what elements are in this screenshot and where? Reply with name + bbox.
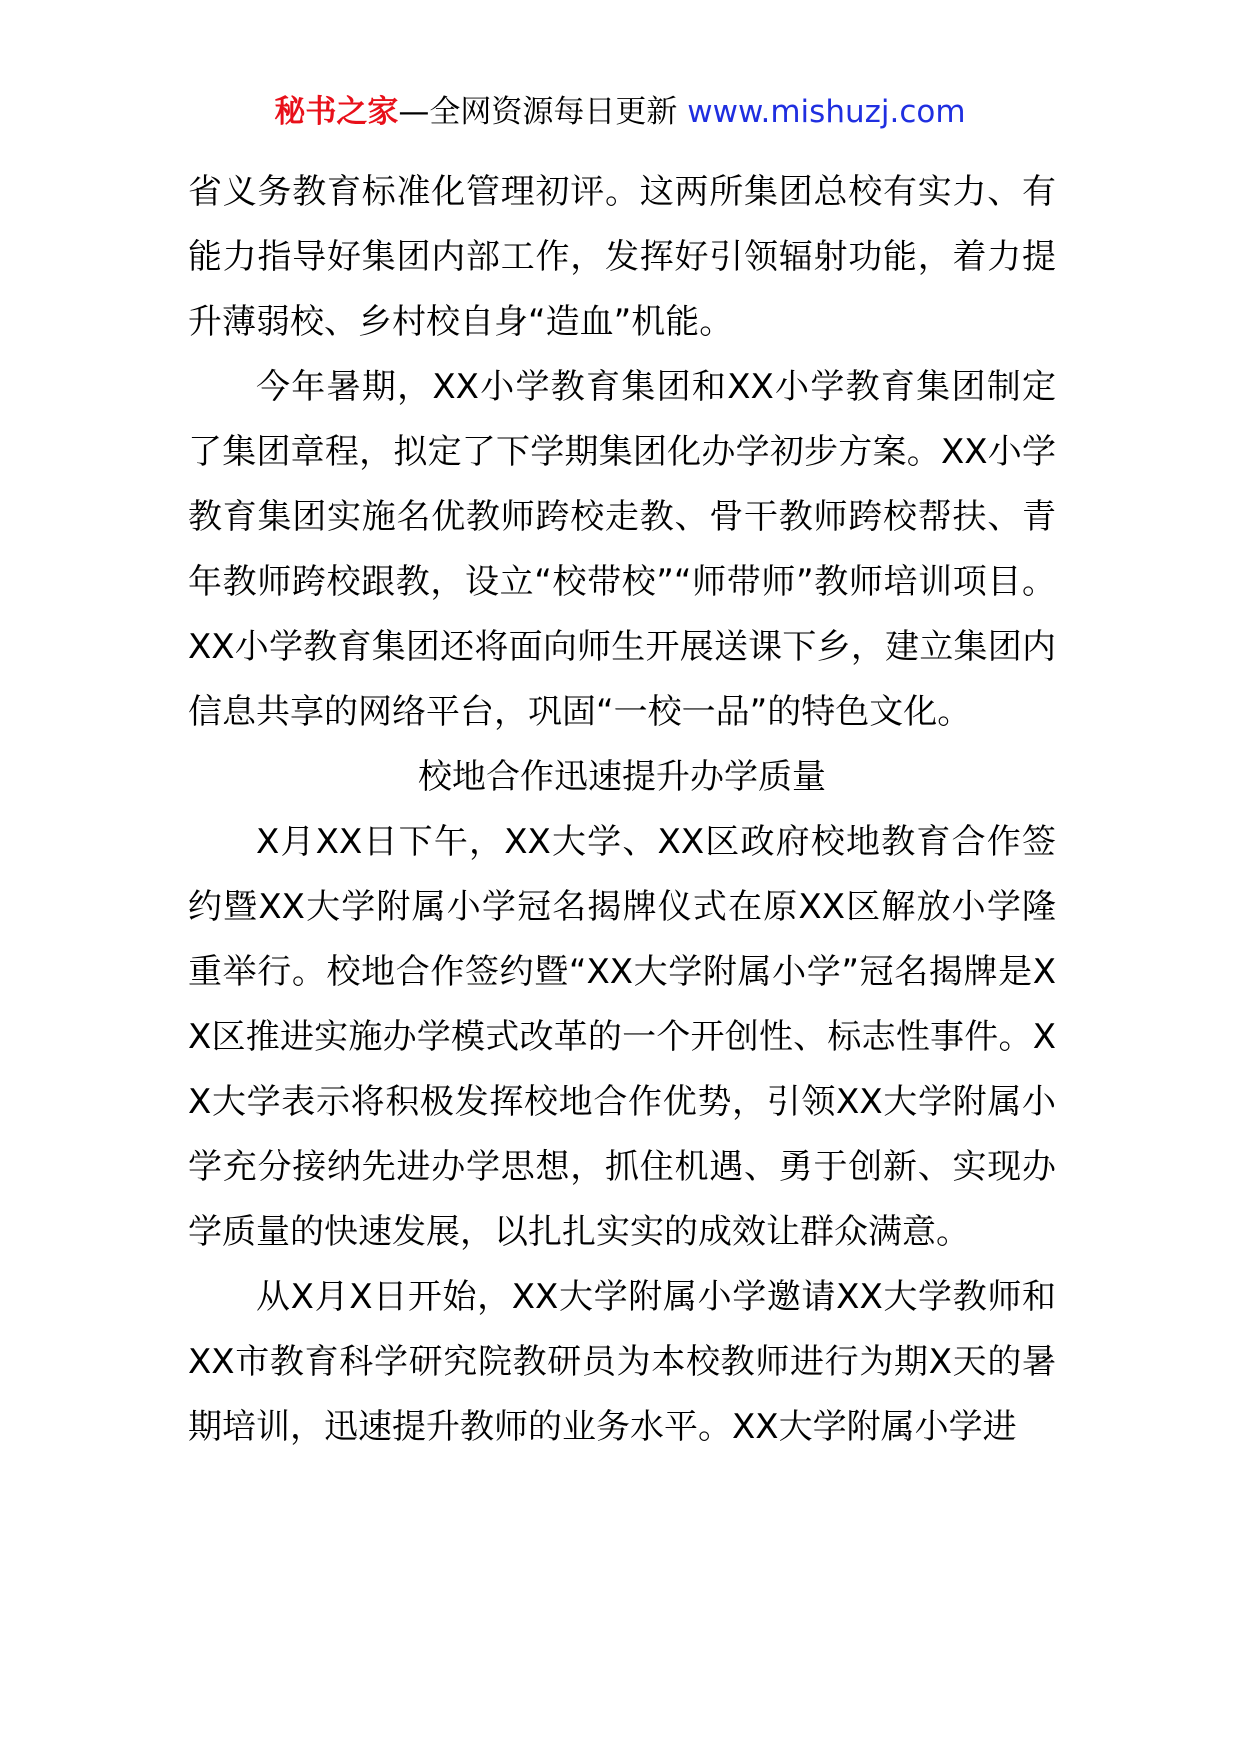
paragraph-signing-ceremony: X月XX日下午，XX大学、XX区政府校地教育合作签约暨XX大学附属小学冠名揭牌仪式在原XX区解放小学隆重举行。校地合作签约暨“XX大学附属小学”冠名揭牌是XX区推进实施办学模式改革的一个开创性、标志性事件。XX大学表示将积极发挥校地合作优势，引领XX大学附属小学充分接纳先进办学思想，抓住机遇、勇于创新、实现办学质量的快速发展，以扎扎实实的成效让群众满意。	[188, 822, 1056, 1252]
brand-name: 秘书之家	[274, 94, 399, 130]
header-tagline: —全网资源每日更新	[398, 94, 678, 130]
section-heading: 校地合作迅速提升办学质量	[418, 757, 826, 797]
paragraph-summer-training: 从X月X日开始，XX大学附属小学邀请XX大学教师和XX市教育科学研究院教研员为本校教师进行为期X天的暑期培训，迅速提升教师的业务水平。XX大学附属小学进	[188, 1277, 1056, 1447]
site-url-link[interactable]: www.mishuzj.com	[687, 94, 966, 130]
paragraph-continued: 省义务教育标准化管理初评。这两所集团总校有实力、有能力指导好集团内部工作，发挥好引领辐射功能，着力提升薄弱校、乡村校自身“造血”机能。	[188, 172, 1056, 342]
document-body	[188, 160, 1056, 1460]
site-header	[0, 90, 1240, 134]
paragraph-group-charter: 今年暑期，XX小学教育集团和XX小学教育集团制定了集团章程，拟定了下学期集团化办学初步方案。XX小学教育集团实施名优教师跨校走教、骨干教师跨校帮扶、青年教师跨校跟教，设立“校带校”“师带师”教师培训项目。XX小学教育集团还将面向师生开展送课下乡，建立集团内信息共享的网络平台，巩固“一校一品”的特色文化。	[188, 367, 1056, 732]
